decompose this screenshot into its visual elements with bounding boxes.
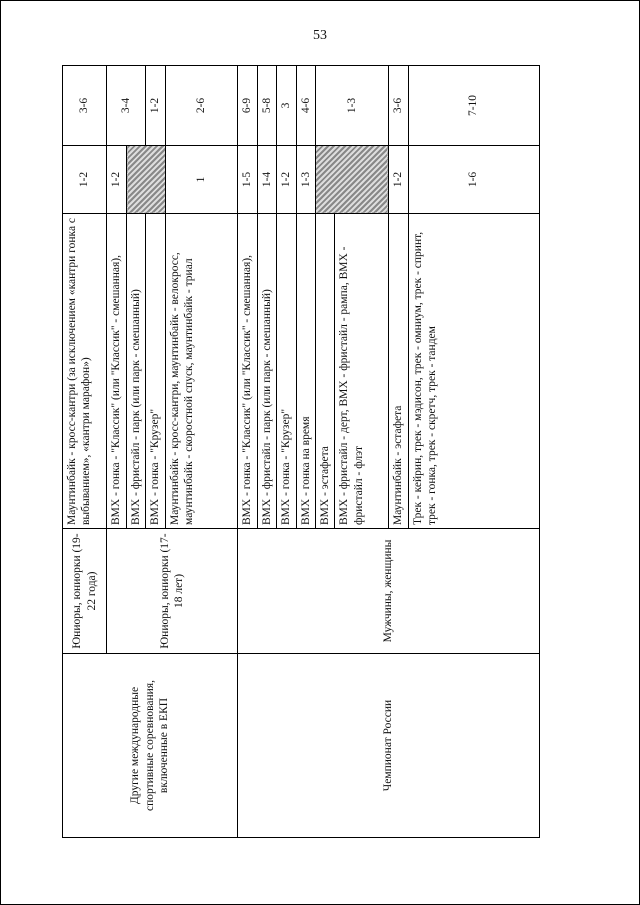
places-cell: 1-2 — [389, 146, 408, 214]
ages-cell: 3-4 — [107, 66, 146, 146]
discipline-cell: Маунтинбайк - кросс-кантри, маунтинбайк - велокросс, маунтинбайк - скоростной спуск, маунтинбайк - триал — [165, 214, 237, 529]
discipline-cell: ВМХ - гонка - "Классик" (или "Классик" - смешанная), — [237, 214, 257, 529]
ages-cell: 1-2 — [146, 66, 165, 146]
ages-cell: 6-9 — [237, 66, 257, 146]
ages-cell: 7-10 — [408, 66, 539, 146]
ages-cell: 5-8 — [257, 66, 276, 146]
ages-cell: 3 — [277, 66, 296, 146]
discipline-cell: ВМХ - эстафета — [315, 214, 334, 529]
rotated-table-content — [62, 66, 529, 838]
page-number: 53 — [313, 28, 327, 43]
discipline-cell: Трек - кейрин, трек - мэдисон, трек - омниум, трек - спринт, трек - гонка, трек - скретч, трек - тандем — [408, 214, 539, 529]
hatched-cell — [127, 146, 166, 214]
places-cell: 1-5 — [237, 146, 257, 214]
ages-cell: 4-6 — [296, 66, 315, 146]
discipline-cell: ВМХ - фристайл - парк (или парк - смешанный) — [127, 214, 146, 529]
discipline-cell: ВМХ - гонка - "Классик" (или "Классик" - смешанная), — [107, 214, 127, 529]
discipline-cell: ВМХ - фристайл - парк (или парк - смешанный) — [257, 214, 276, 529]
discipline-cell: Маунтинбайк - кросс-кантри (за исключением «кантри гонка с выбыванием», «кантри марафон») — [63, 214, 107, 529]
places-cell: 1-2 — [63, 146, 107, 214]
group-cell: Юниоры, юниорки (17-18 лет) — [107, 529, 238, 654]
table-row — [63, 66, 107, 838]
group-cell: Юниоры, юниорки (19-22 года) — [63, 529, 107, 654]
discipline-cell: ВМХ - гонка - "Крузер" — [277, 214, 296, 529]
ages-cell: 3-6 — [389, 66, 408, 146]
results-table — [62, 65, 540, 838]
competition-cell: Другие международные спортивные соревнования, включенные в ЕКП — [63, 654, 238, 838]
competition-cell: Чемпионат России — [237, 654, 539, 838]
hatched-cell — [315, 146, 388, 214]
places-cell: 1 — [165, 146, 237, 214]
ages-cell: 2-6 — [165, 66, 237, 146]
ages-cell: 1-3 — [315, 66, 388, 146]
discipline-cell: ВМХ - гонка на время — [296, 214, 315, 529]
places-cell: 1-2 — [107, 146, 127, 214]
places-cell: 1-6 — [408, 146, 539, 214]
places-cell: 1-3 — [296, 146, 315, 214]
ages-cell: 3-6 — [63, 66, 107, 146]
places-cell: 1-2 — [277, 146, 296, 214]
places-cell: 1-4 — [257, 146, 276, 214]
rotated-table-wrapper — [62, 66, 529, 838]
table-row — [237, 66, 257, 838]
discipline-cell: ВМХ - фристайл - дерт, ВМХ - фристайл - рампа, ВМХ - фристайл - флэт — [335, 214, 389, 529]
discipline-cell: Маунтинбайк - эстафета — [389, 214, 408, 529]
group-cell: Мужчины, женщины — [237, 529, 539, 654]
discipline-cell: ВМХ - гонка - "Крузер" — [146, 214, 165, 529]
